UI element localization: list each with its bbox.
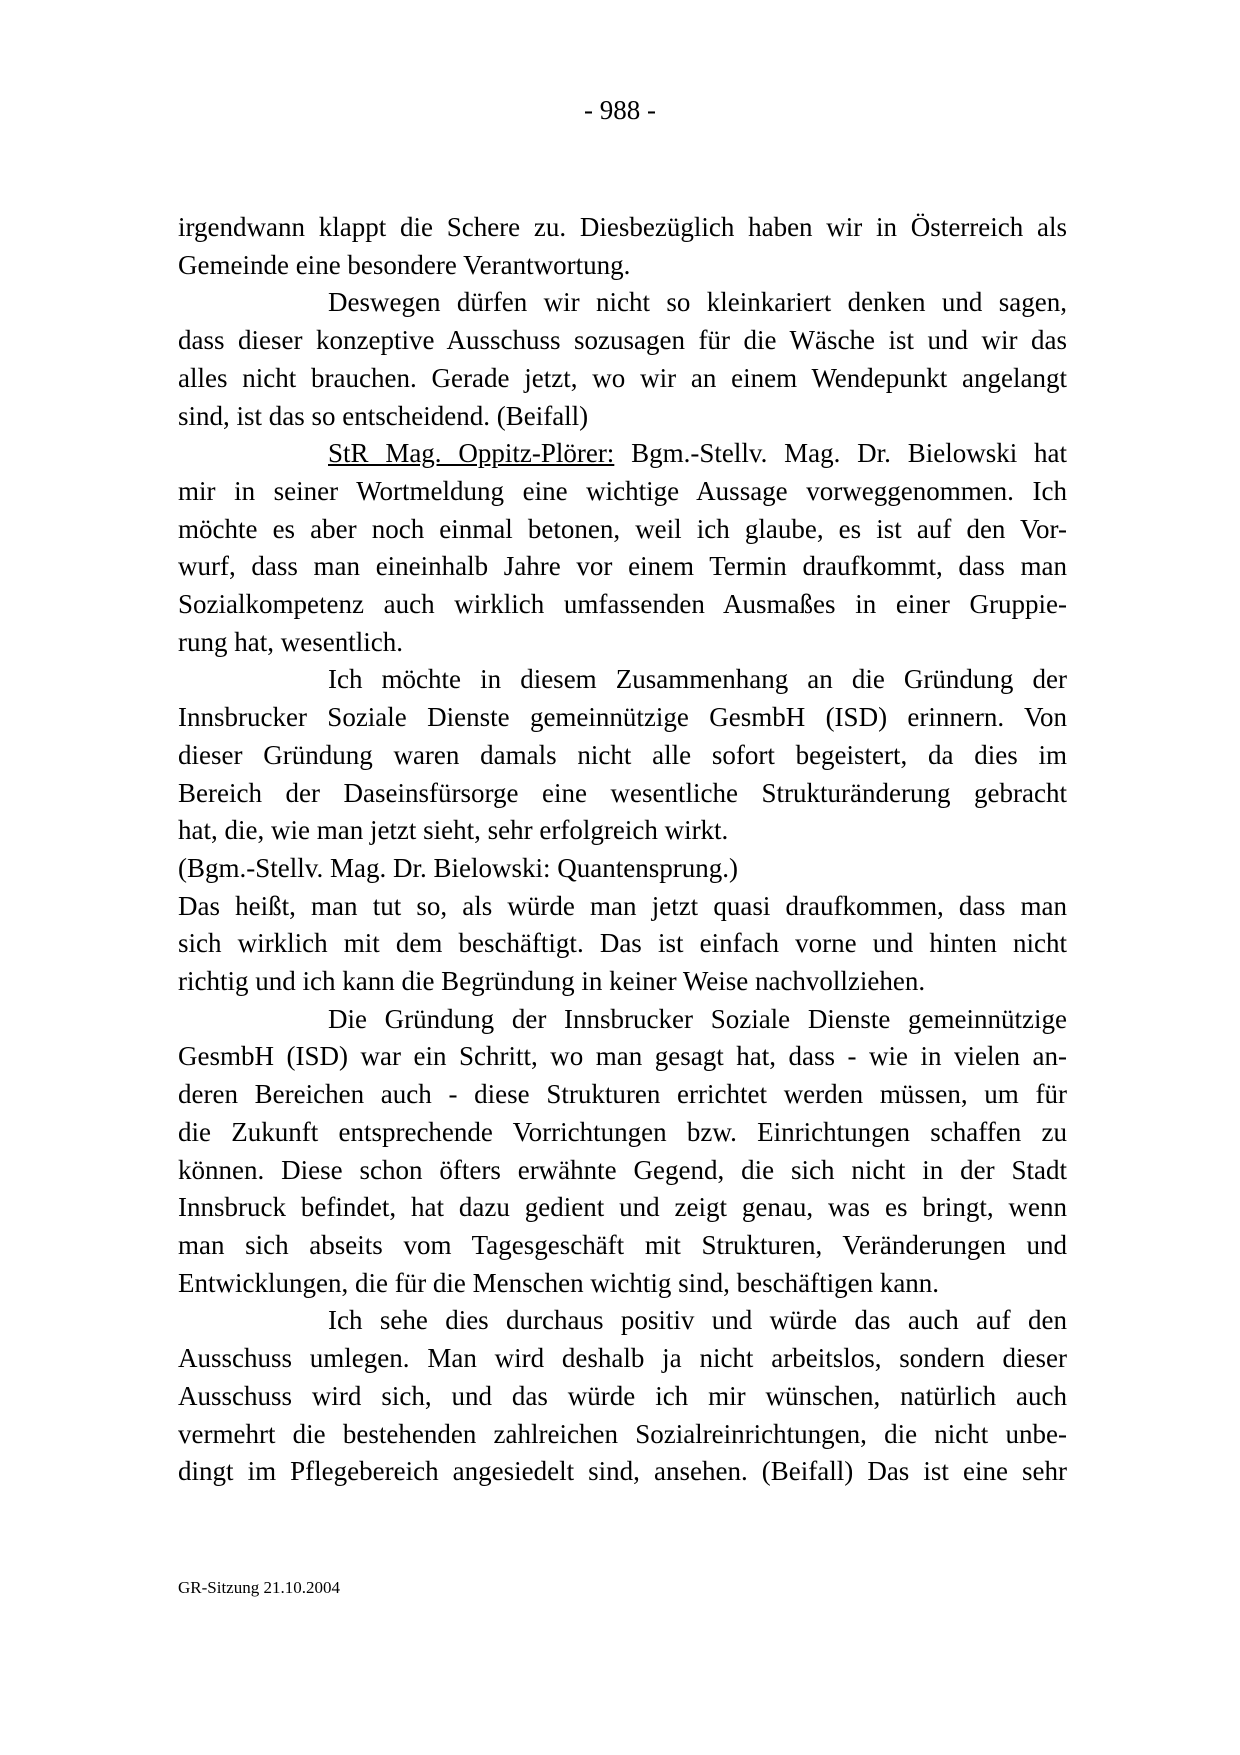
text-line: die Zukunft entsprechende Vorrichtungen bzw. Einrichtungen schaffen zu (178, 1116, 1067, 1147)
text-line: irgendwann klappt die Schere zu. Diesbezüglich haben wir in Österreich als (178, 212, 1067, 242)
text-line: Bereich der Daseinsfürsorge eine wesentliche Strukturänderung gebracht (178, 777, 1067, 808)
text-line: Innsbrucker Soziale Dienste gemeinnützige GesmbH (ISD) erinnern. Von (178, 702, 1067, 733)
text-line: Innsbruck befindet, hat dazu gedient und zeigt genau, was es bringt, wenn (178, 1192, 1067, 1223)
paragraph (178, 284, 1067, 435)
page-number: - 988 - (584, 95, 656, 125)
text-line: Ich sehe dies durchaus positiv und würde das auch auf den (328, 1305, 1067, 1336)
text-line: dieser Gründung waren damals nicht alle sofort begeistert, da dies im (178, 739, 1067, 770)
paragraph (178, 661, 1067, 850)
text-line: Ich möchte in diesem Zusammenhang an die Gründung der (328, 664, 1067, 695)
text-line: Die Gründung der Innsbrucker Soziale Dienste gemeinnützige (328, 1003, 1067, 1034)
document-body (178, 209, 1067, 1491)
text-line: Ausschuss wird sich, und das würde ich mir wünschen, natürlich auch (178, 1380, 1067, 1411)
paragraph (178, 209, 1067, 284)
text-line: Gemeinde eine besondere Verantwortung. (178, 249, 631, 280)
speaker-name: StR Mag. Oppitz-Plörer: (328, 438, 615, 469)
text-line: möchte es aber noch einmal betonen, weil ich glaube, es ist auf den Vor- (178, 513, 1067, 544)
text-line: können. Diese schon öfters erwähnte Gegend, die sich nicht in der Stadt (178, 1154, 1067, 1185)
text-line: mir in seiner Wortmeldung eine wichtige Aussage vorweggenommen. Ich (178, 475, 1067, 506)
text-line: sind, ist das so entscheidend. (Beifall) (178, 400, 589, 431)
text-line: deren Bereichen auch - diese Strukturen errichtet werden müssen, um für (178, 1079, 1067, 1110)
text-line: Das heißt, man tut so, als würde man jetzt quasi draufkommen, dass man (178, 890, 1067, 921)
text-line: Ausschuss umlegen. Man wird deshalb ja nicht arbeitslos, sondern dieser (178, 1343, 1067, 1374)
text-line: hat, die, wie man jetzt sieht, sehr erfolgreich wirkt. (178, 815, 729, 846)
speaker-text: Bgm.-Stellv. Mag. Dr. Bielowski hat (614, 438, 1067, 469)
text-line: dass dieser konzeptive Ausschuss sozusagen für die Wäsche ist und wir das (178, 325, 1067, 356)
text-line: Entwicklungen, die für die Menschen wichtig sind, beschäftigen kann. (178, 1267, 940, 1298)
paragraph (178, 1001, 1067, 1303)
text-line: GesmbH (ISD) war ein Schritt, wo man gesagt hat, dass - wie in vielen an- (178, 1041, 1067, 1072)
text-line: dingt im Pflegebereich angesiedelt sind, ansehen. (Beifall) Das ist eine sehr (178, 1456, 1067, 1487)
text-line: sich wirklich mit dem beschäftigt. Das ist einfach vorne und hinten nicht (178, 928, 1067, 959)
footer-session-date: GR-Sitzung 21.10.2004 (178, 1578, 340, 1597)
paragraph (178, 850, 1067, 888)
text-line: man sich abseits vom Tagesgeschäft mit Strukturen, Veränderungen und (178, 1229, 1067, 1260)
text-line: alles nicht brauchen. Gerade jetzt, wo wir an einem Wendepunkt angelangt (178, 362, 1067, 393)
text-line: wurf, dass man eineinhalb Jahre vor einem Termin draufkommt, dass man (178, 551, 1067, 582)
speaker-paragraph (178, 435, 1067, 661)
text-line: richtig und ich kann die Begründung in keiner Weise nachvollziehen. (178, 966, 926, 997)
text-line: (Bgm.-Stellv. Mag. Dr. Bielowski: Quantensprung.) (178, 852, 738, 883)
text-line: vermehrt die bestehenden zahlreichen Sozialreinrichtungen, die nicht unbe- (178, 1418, 1067, 1449)
paragraph (178, 888, 1067, 1001)
text-line: Deswegen dürfen wir nicht so kleinkariert denken und sagen, (328, 287, 1067, 318)
text-line: rung hat, wesentlich. (178, 626, 403, 657)
text-line: Sozialkompetenz auch wirklich umfassenden Ausmaßes in einer Gruppie- (178, 589, 1067, 620)
paragraph (178, 1302, 1067, 1491)
text-line (178, 435, 1067, 473)
